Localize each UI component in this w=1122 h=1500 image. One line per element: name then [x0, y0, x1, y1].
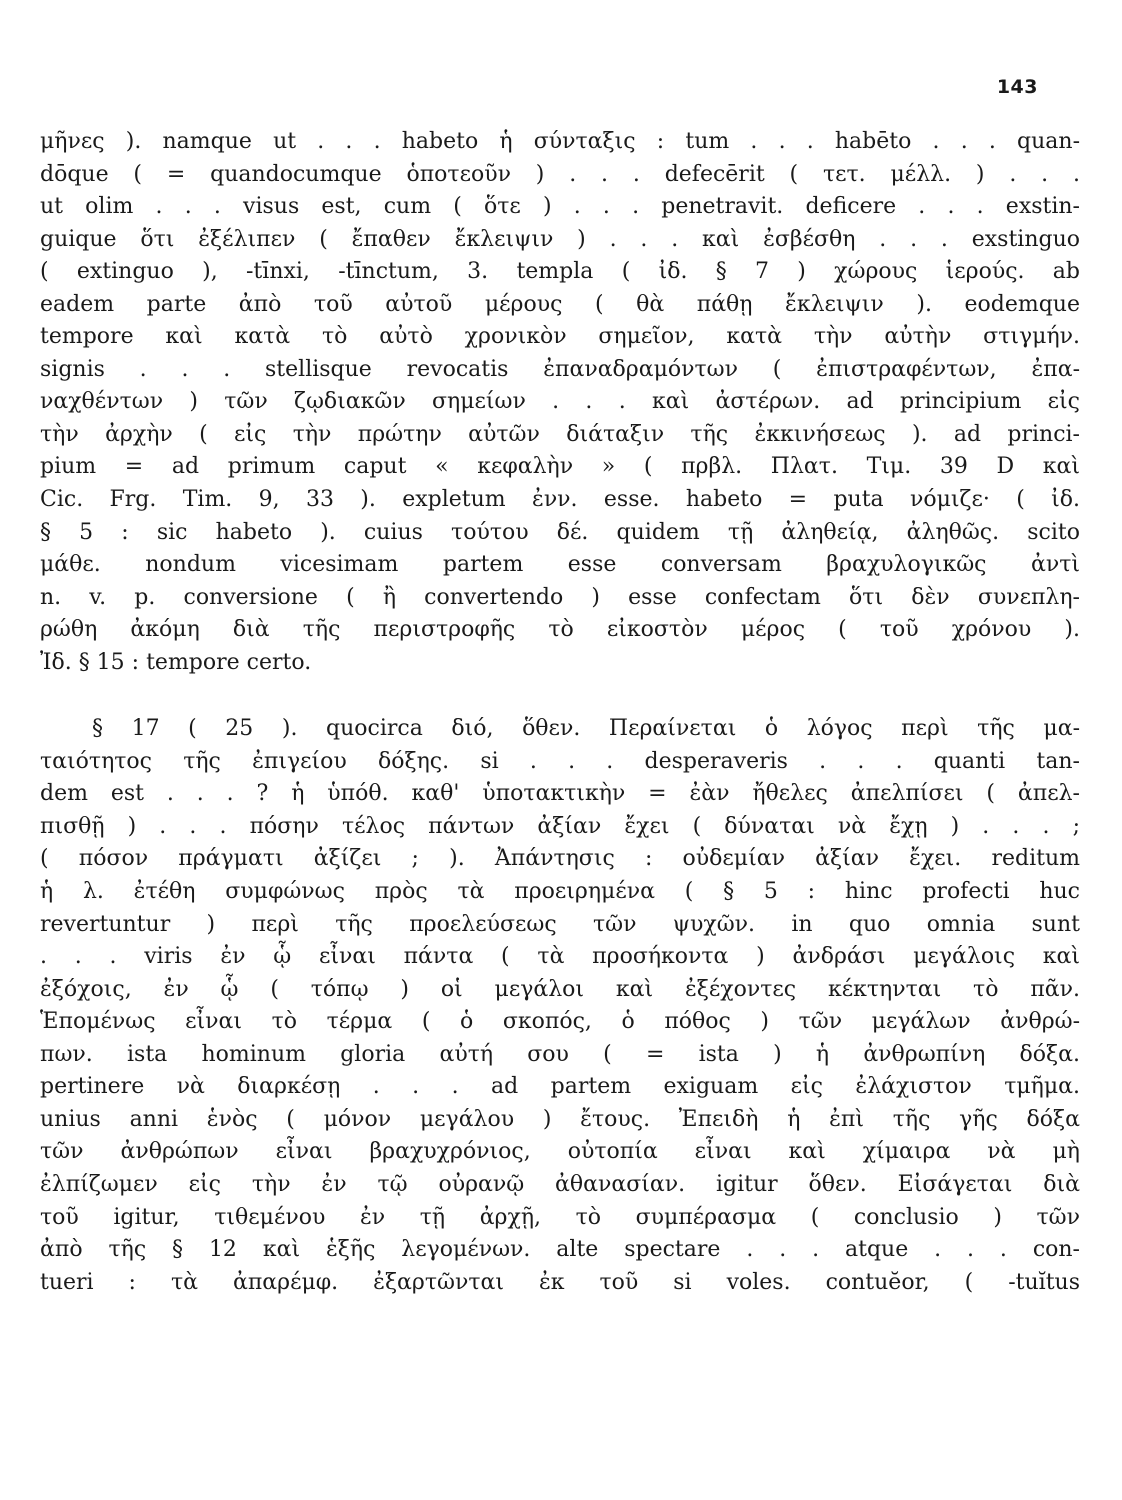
text-line: τοῦ igitur, τιθεμένου ἐν τῇ ἀρχῇ, τὸ συμπέρασμα ( conclusio ) τῶν: [40, 1204, 1080, 1230]
text-line: unius anni ἑνὸς ( μόνον μεγάλου ) ἔτους. Ἐπειδὴ ἡ ἐπὶ τῆς γῆς δόξα: [40, 1106, 1080, 1132]
text-line: pertinere νὰ διαρκέσῃ . . . ad partem exiguam εἰς ἐλάχιστον τμῆμα.: [40, 1074, 1080, 1100]
text-line: ἐλπίζωμεν εἰς τὴν ἐν τῷ οὐρανῷ ἀθανασίαν. igitur ὅθεν. Εἰσάγεται διὰ: [40, 1171, 1080, 1197]
text-line: . . . viris ἐν ᾧ εἶναι πάντα ( τὰ προσήκοντα ) ἀνδράσι μεγάλοις καὶ: [40, 944, 1080, 970]
text-line: μάθε. nondum vicesimam partem esse conversam βραχυλογικῶς ἀντὶ: [40, 552, 1080, 578]
text-line: ναχθέντων ) τῶν ζῳδιακῶν σημείων . . . καὶ ἀστέρων. ad principium εἰς: [40, 389, 1080, 415]
text-line: ἐξόχοις, ἐν ᾧ ( τόπῳ ) οἱ μεγάλοι καὶ ἐξέχοντες κέκτηνται τὸ πᾶν.: [40, 976, 1080, 1002]
text-line: ( πόσον πράγματι ἀξίζει ; ). Ἀπάντησις : οὐδεμίαν ἀξίαν ἔχει. reditum: [40, 846, 1080, 872]
text-line: revertuntur ) περὶ τῆς προελεύσεως τῶν ψυχῶν. in quo omnia sunt: [40, 911, 1080, 937]
text-line: tueri : τὰ ἀπαρέμφ. ἐξαρτῶνται ἐκ τοῦ si voles. contuĕor, ( -tuĭtus: [40, 1269, 1080, 1295]
text-line: ταιότητος τῆς ἐπιγείου δόξης. si . . . desperaveris . . . quanti tan-: [40, 748, 1080, 774]
text-line: Cic. Frg. Tim. 9, 33 ). expletum ἐνν. esse. habeto = puta νόμιζε· ( ἰδ.: [40, 487, 1080, 513]
text-line: μῆνες ). namque ut . . . habeto ἡ σύνταξις : tum . . . habēto . . . quan-: [40, 129, 1080, 154]
text-line: signis . . . stellisque revocatis ἐπαναδραμόντων ( ἐπιστραφέντων, ἐπα-: [40, 356, 1080, 382]
text-line: § 5 : sic habeto ). cuius τούτου δέ. quidem τῇ ἀληθείᾳ, ἀληθῶς. scito: [40, 519, 1080, 545]
text-line: Ἑπομένως εἶναι τὸ τέρμα ( ὁ σκοπός, ὁ πόθος ) τῶν μεγάλων ἀνθρώ-: [40, 1009, 1080, 1035]
text-line: ut olim . . . visus est, cum ( ὅτε ) . . . penetravit. deficere . . . exstin-: [40, 194, 1080, 220]
text-line: πων. ista hominum gloria αὐτή σου ( = ista ) ἡ ἀνθρωπίνη δόξα.: [40, 1041, 1080, 1067]
text-line: ( extinguo ), -tīnxi, -tīnctum, 3. templa ( ἰδ. § 7 ) χώρους ἱερούς. ab: [40, 259, 1080, 285]
paragraph-1: [40, 126, 1080, 679]
text-line: eadem parte ἀπὸ τοῦ αὐτοῦ μέρους ( θὰ πάθῃ ἔκλειψιν ). eodemque: [40, 291, 1080, 317]
text-line: § 17 ( 25 ). quocirca διό, ὅθεν. Περαίνεται ὁ λόγος περὶ τῆς μα-: [92, 716, 1080, 742]
text-line: ρώθη ἀκόμη διὰ τῆς περιστροφῆς τὸ εἰκοστὸν μέρος ( τοῦ χρόνου ).: [40, 617, 1080, 643]
text-line: Ἰδ. § 15 : tempore certo.: [40, 649, 312, 675]
text-line: dōque ( = quandocumque ὁποτεοῦν ) . . . defecērit ( τετ. μέλλ. ) . . .: [40, 161, 1080, 187]
page-number: 143: [996, 76, 1038, 98]
text-line: τῶν ἀνθρώπων εἶναι βραχυχρόνιος, οὐτοπία εἶναι καὶ χίμαιρα νὰ μὴ: [40, 1139, 1080, 1165]
text-line: dem est . . . ? ἡ ὑπόθ. καθ' ὑποτακτικὴν = ἐὰν ἤθελες ἀπελπίσει ( ἀπελ-: [40, 781, 1080, 807]
text-line: pium = ad primum caput « κεφαλὴν » ( πρβλ. Πλατ. Τιμ. 39 D καὶ: [40, 454, 1080, 480]
text-line: tempore καὶ κατὰ τὸ αὐτὸ χρονικὸν σημεῖον, κατὰ τὴν αὐτὴν στιγμήν.: [40, 324, 1080, 350]
text-line: guique ὅτι ἐξέλιπεν ( ἔπαθεν ἔκλειψιν ) . . . καὶ ἐσβέσθη . . . exstinguo: [40, 226, 1080, 252]
paragraph-2: [40, 713, 1080, 1299]
text-line: πισθῇ ) . . . πόσην τέλος πάντων ἀξίαν ἔχει ( δύναται νὰ ἔχῃ ) . . . ;: [40, 813, 1080, 839]
commentary-text: [40, 126, 1080, 1299]
text-line: n. v. p. conversione ( ἢ convertendo ) esse confectam ὅτι δὲν συνεπλη-: [40, 584, 1080, 610]
text-line: τὴν ἀρχὴν ( εἰς τὴν πρώτην αὐτῶν διάταξιν τῆς ἐκκινήσεως ). ad princi-: [40, 421, 1080, 447]
text-line: ἀπὸ τῆς § 12 καὶ ἑξῆς λεγομένων. alte spectare . . . atque . . . con-: [40, 1237, 1080, 1263]
text-line: ἡ λ. ἐτέθη συμφώνως πρὸς τὰ προειρημένα ( § 5 : hinc profecti huc: [40, 879, 1080, 905]
